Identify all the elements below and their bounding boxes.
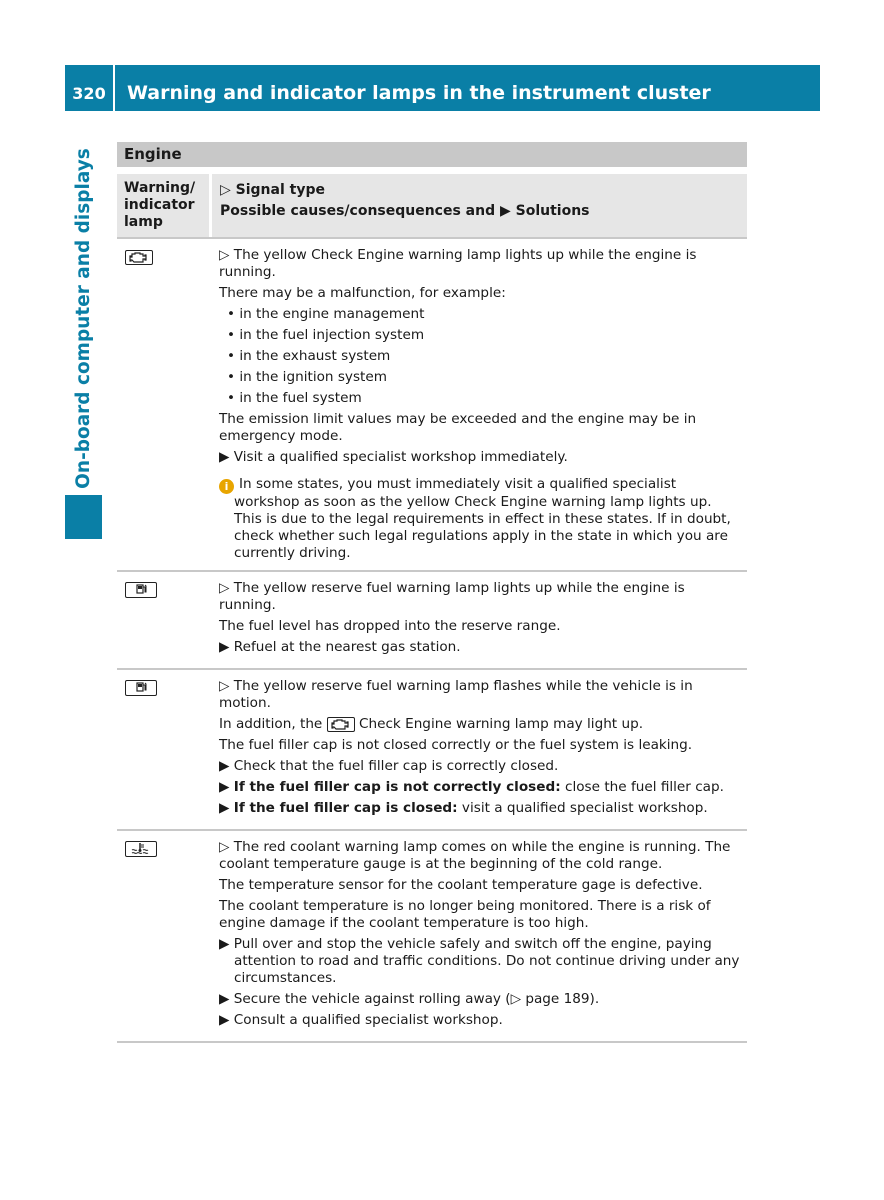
chapter-label-text: On-board computer and displays (73, 147, 94, 489)
signal-type: ▷ The yellow reserve fuel warning lamp lights up while the engine is running. (219, 580, 685, 613)
fuel-pump-icon (125, 582, 157, 598)
list-item: • in the ignition system (227, 369, 387, 385)
list-item: • in the fuel system (227, 390, 362, 406)
page-number: 320 (65, 65, 115, 111)
signal-type: ▷ The red coolant warning lamp comes on while the engine is running. The coolant temperature gauge is at the beginning of the cold range. (219, 839, 731, 872)
consequence-text: The emission limit values may be exceeded and the engine may be in emergency mode. (219, 411, 697, 444)
column-header-lamp: Warning/ indicator lamp (117, 174, 212, 237)
check-engine-icon (327, 717, 355, 732)
action-item: ▶ If the fuel filler cap is not correctly closed: close the fuel filler cap. (219, 779, 724, 795)
signal-type: ▷ The yellow reserve fuel warning lamp flashes while the vehicle is in motion. (219, 678, 693, 711)
table-row (117, 831, 747, 1043)
section-heading: Engine (117, 142, 747, 167)
action-item: ▶ If the fuel filler cap is closed: visit a qualified specialist workshop. (219, 800, 708, 816)
cause-text: In addition, the Check Engine warning lamp may light up. (219, 716, 644, 732)
warning-lamp-table (117, 142, 747, 1043)
list-item: • in the engine management (227, 306, 425, 322)
consequence-text: The coolant temperature is no longer being monitored. There is a risk of engine damage if the coolant temperature is too high. (219, 898, 711, 931)
action-item: ▶ Visit a qualified specialist workshop immediately. (219, 449, 568, 465)
action-item: ▶ Pull over and stop the vehicle safely and switch off the engine, paying attention to road and traffic conditions. Do not continue driving under any circumstances. (219, 936, 740, 986)
page-title: Warning and indicator lamps in the instrument cluster (127, 82, 711, 104)
info-icon: i (219, 479, 234, 494)
cause-text: The temperature sensor for the coolant temperature gage is defective. (219, 877, 703, 893)
table-row (117, 572, 747, 670)
info-note: i In some states, you must immediately visit a qualified specialist workshop as soon as the yellow Check Engine warning lamp lights up. This is due to the legal requirements in effect in these states. If in doubt, check whether such legal regulations apply in the state in which you are currently driving. (219, 476, 741, 562)
cause-text: There may be a malfunction, for example: (219, 285, 506, 301)
cause-text: The fuel level has dropped into the reserve range. (219, 618, 561, 634)
chapter-side-label (65, 143, 102, 493)
signal-type: ▷ The yellow Check Engine warning lamp lights up while the engine is running. (219, 247, 697, 280)
action-item: ▶ Check that the fuel filler cap is correctly closed. (219, 758, 559, 774)
fuel-pump-icon (125, 680, 157, 696)
page-header (65, 65, 820, 111)
action-item: ▶ Consult a qualified specialist workshop. (219, 1012, 503, 1028)
check-engine-icon (125, 250, 153, 265)
action-item: ▶ Secure the vehicle against rolling away (▷ page 189). (219, 991, 600, 1007)
column-header-signal: ▷ Signal type (220, 182, 325, 198)
column-header-solutions: Possible causes/consequences and ▶ Solutions (220, 203, 590, 219)
consequence-text: The fuel filler cap is not closed correctly or the fuel system is leaking. (219, 737, 693, 753)
list-item: • in the fuel injection system (227, 327, 425, 343)
action-item: ▶ Refuel at the nearest gas station. (219, 639, 461, 655)
chapter-tab-marker (65, 495, 102, 539)
table-row (117, 670, 747, 831)
table-row (117, 239, 747, 572)
column-header-description (212, 174, 598, 237)
list-item: • in the exhaust system (227, 348, 391, 364)
column-header (117, 174, 747, 239)
coolant-temperature-icon (125, 841, 157, 857)
